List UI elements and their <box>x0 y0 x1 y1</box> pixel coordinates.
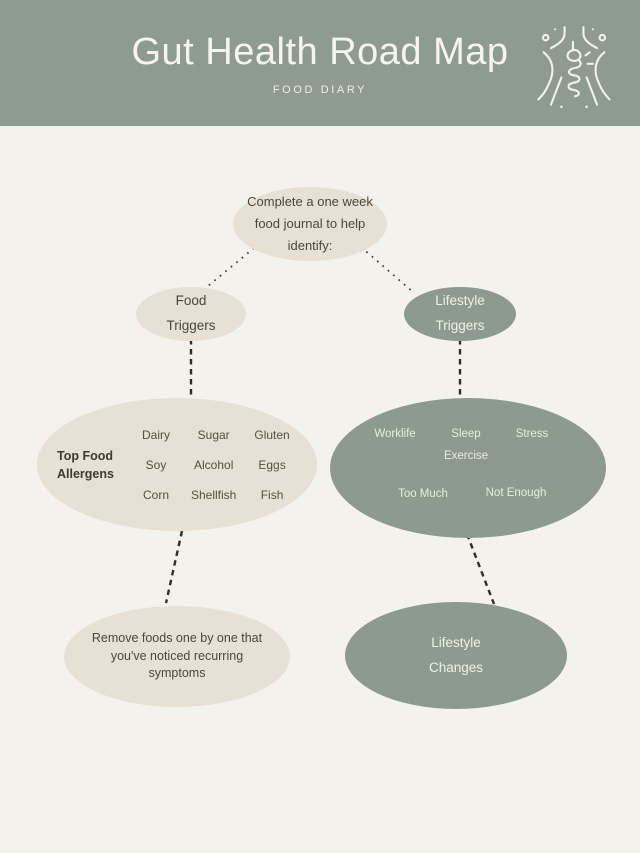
lifestyle-triggers-label: Lifestyle <box>435 293 485 309</box>
diagram-canvas <box>0 126 640 853</box>
node-food-triggers <box>136 287 246 341</box>
root-line: food journal to help <box>254 216 366 232</box>
food-triggers-label: Food <box>175 293 207 309</box>
connector-root-to-food-triggers <box>208 248 254 286</box>
header-banner <box>0 0 640 126</box>
allergens-heading: Top Food Allergens <box>57 448 114 481</box>
remove-foods-line: you've noticed recurring <box>110 648 244 663</box>
root-line: Complete a one week <box>247 194 373 210</box>
node-top-food-allergens <box>37 398 317 531</box>
page-title: Gut Health Road Map <box>131 31 509 73</box>
node-lifestyle-triggers <box>404 287 516 341</box>
node-lifestyle-factors <box>330 398 606 538</box>
page-subtitle: FOOD DIARY <box>272 84 368 96</box>
factor-exercise: Exercise <box>443 450 489 462</box>
root-line: identify: <box>287 237 333 253</box>
allergen-item: Dairy <box>141 427 170 442</box>
connector-root-to-lifestyle-triggers <box>361 247 413 292</box>
factor-too-much: Too Much <box>398 488 448 500</box>
factor-not-enough: Not Enough <box>485 487 547 499</box>
allergen-item: Corn <box>142 487 169 502</box>
allergen-item: Soy <box>145 457 167 472</box>
allergen-item: Alcohol <box>194 457 234 472</box>
lifestyle-triggers-label: Triggers <box>435 318 485 333</box>
allergen-item: Eggs <box>258 457 286 472</box>
lifestyle-changes-label: Lifestyle <box>431 634 481 650</box>
factor-stress: Stress <box>515 428 549 440</box>
factor-sleep: Sleep <box>451 428 481 440</box>
remove-foods-line: Remove foods one by one that <box>91 630 263 645</box>
food-triggers-label: Triggers <box>166 318 216 333</box>
connector-factors-to-lifestyle-changes <box>467 534 494 604</box>
allergen-item: Gluten <box>254 427 290 442</box>
node-lifestyle-changes <box>345 602 567 709</box>
allergen-item: Shellfish <box>191 487 237 502</box>
node-remove-foods <box>64 606 290 707</box>
gut-body-icon <box>532 24 616 112</box>
connector-allergens-to-remove-foods <box>166 531 182 603</box>
allergen-item: Fish <box>260 487 284 502</box>
allergens-grid <box>139 428 290 502</box>
factor-worklife: Worklife <box>374 428 416 440</box>
lifestyle-changes-label: Changes <box>428 659 484 675</box>
node-root-instruction <box>233 187 387 261</box>
remove-foods-line: symptoms <box>148 666 206 681</box>
allergen-item: Sugar <box>197 427 230 442</box>
